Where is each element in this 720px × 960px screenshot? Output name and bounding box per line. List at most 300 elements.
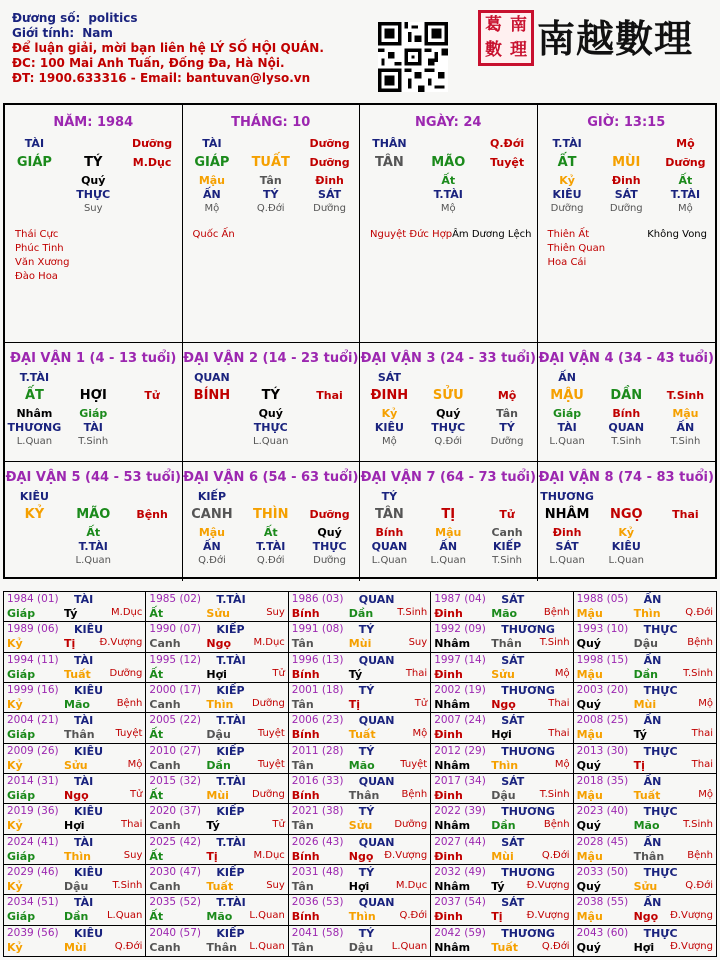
- period-stem: ĐINH: [370, 388, 409, 403]
- period-hidden-stem: Quý: [317, 526, 342, 539]
- period-hidden-stem: [123, 526, 182, 540]
- year-life-stage: Bệnh: [687, 637, 713, 649]
- year-cell: [289, 622, 431, 652]
- pillar-cell: [538, 105, 716, 343]
- year-label: 1994 (11): [7, 653, 59, 666]
- pillar-life-stage-row: [183, 202, 360, 216]
- period-hidden-stem-row: [183, 526, 360, 540]
- year-stem: Giáp: [7, 789, 36, 802]
- header-value: politics: [88, 11, 138, 25]
- year-cell: [574, 592, 716, 622]
- year-branch: Tý: [348, 667, 363, 681]
- year-branch: Thân: [633, 849, 665, 863]
- period-god: SÁT: [377, 371, 401, 384]
- period-hidden-stage-row: [5, 554, 182, 568]
- year-cell: [4, 653, 146, 683]
- year-label: 2021 (38): [291, 805, 344, 818]
- year-branch: Dậu: [491, 789, 516, 802]
- year-stem: Giáp: [7, 728, 36, 742]
- period-god: THƯƠNG: [540, 490, 594, 503]
- year-cell: [289, 926, 431, 956]
- pillar-hidden-god: TÝ: [263, 188, 279, 201]
- annual-cycle-table: [3, 591, 717, 957]
- year-stem: Tân: [291, 819, 314, 833]
- year-stem: Giáp: [7, 849, 36, 863]
- year-branch: Thìn: [491, 758, 519, 772]
- year-god: ẤN: [643, 775, 662, 788]
- year-life-stage: T.Sinh: [112, 880, 143, 891]
- year-cell: [146, 774, 288, 804]
- period-hidden-stem: Quý: [258, 407, 283, 420]
- year-god: SÁT: [501, 835, 525, 849]
- pillar-life-stage: Mộ: [440, 203, 456, 214]
- year-cell: [146, 865, 288, 895]
- stars-left: [370, 228, 452, 242]
- year-label: 2022 (39): [434, 805, 486, 818]
- blank: [419, 371, 478, 385]
- year-cell: [431, 622, 573, 652]
- year-god: QUAN: [358, 775, 395, 788]
- year-cell: [431, 895, 573, 925]
- year-stem: Ất: [149, 910, 164, 924]
- period-hidden-stage: T.Sinh: [492, 555, 523, 566]
- year-branch: Ngọ: [633, 910, 659, 924]
- year-label: 1993 (10): [576, 623, 629, 636]
- year-life-stage: Dưỡng: [251, 698, 285, 709]
- year-cell: [431, 774, 573, 804]
- year-stem: Ất: [149, 607, 164, 620]
- year-god: KIẾP: [216, 926, 245, 940]
- year-life-stage: Đ.Vượng: [526, 910, 570, 922]
- year-life-stage: Q.Đới: [114, 940, 143, 952]
- year-label: 2000 (17): [149, 684, 202, 696]
- header-line: [12, 41, 324, 56]
- period-god: TÝ: [381, 490, 398, 503]
- period-hidden-god: [123, 540, 182, 554]
- year-stem: Tân: [291, 698, 314, 711]
- period-life-stage: Dưỡng: [309, 508, 350, 521]
- period-hidden-stem: [656, 526, 715, 540]
- period-branch: THÌN: [253, 507, 289, 522]
- year-label: 2020 (37): [149, 805, 202, 818]
- year-cell: [146, 804, 288, 834]
- year-label: 2039 (56): [7, 926, 59, 939]
- pillar-cell: [183, 105, 361, 343]
- period-life-stage: T.Sinh: [666, 389, 705, 402]
- year-life-stage: Đ.Vượng: [526, 880, 570, 891]
- year-label: 2023 (40): [576, 805, 629, 818]
- year-god: SÁT: [501, 896, 525, 910]
- pillar-hidden-stem-row: [538, 174, 716, 188]
- year-label: 1998 (15): [576, 653, 629, 666]
- period-hidden-stage: L.Quan: [16, 436, 53, 447]
- year-label: 2004 (21): [7, 714, 59, 727]
- pillar-life-stage: Q.Đới: [256, 203, 285, 214]
- header-line: [12, 26, 113, 41]
- period-hidden-stem-row: [183, 407, 360, 421]
- year-stem: Bính: [291, 910, 320, 924]
- period-hidden-stem: Mậu: [435, 526, 462, 539]
- year-cell: [574, 622, 716, 652]
- year-god: THỰC: [643, 926, 678, 940]
- period-god-row: [360, 490, 537, 504]
- period-hidden-stem-row: [360, 407, 537, 421]
- year-branch: Hợi: [633, 940, 655, 954]
- pillar-life-stage: [360, 202, 419, 216]
- pillar-hidden-god-row: [538, 188, 716, 202]
- year-god: TÝ: [358, 744, 375, 758]
- year-cell: [431, 835, 573, 865]
- year-god: TÀI: [74, 653, 94, 667]
- year-cell: [431, 653, 573, 683]
- pillar-god: T.TÀI: [552, 137, 582, 150]
- year-god: TÝ: [358, 926, 375, 940]
- year-life-stage: Mộ: [698, 789, 713, 800]
- year-stem: Ất: [149, 728, 164, 742]
- year-cell: [431, 683, 573, 713]
- header-label: Đương số:: [12, 11, 81, 25]
- year-life-stage: T.Sinh: [683, 819, 713, 831]
- year-cell: [289, 865, 431, 895]
- year-branch: Tuất: [491, 940, 518, 954]
- pillar-title: THÁNG: 10: [231, 115, 311, 130]
- year-label: 2001 (18): [291, 684, 344, 696]
- pillar-hidden-god: [478, 188, 537, 202]
- year-stem: Đinh: [434, 789, 463, 802]
- period-hidden-god: ẤN: [203, 540, 221, 553]
- period-hidden-god: [656, 540, 715, 554]
- period-hidden-stage: [123, 554, 182, 568]
- seal-stamp: [478, 10, 534, 66]
- period-hidden-stem-row: [538, 526, 716, 540]
- year-god: QUAN: [358, 593, 395, 606]
- period-god: T.TÀI: [19, 371, 50, 384]
- period-hidden-stem: Ất: [263, 526, 278, 539]
- header-value: Nam: [82, 26, 113, 40]
- period-hidden-god: [183, 421, 242, 435]
- period-stem: CANH: [191, 507, 233, 522]
- stars-left: [15, 228, 69, 284]
- year-stem: Giáp: [7, 607, 36, 620]
- year-life-stage: Bệnh: [543, 607, 570, 618]
- year-stem: Bính: [291, 607, 320, 620]
- year-cell: [4, 895, 146, 925]
- year-god: THỰC: [643, 866, 678, 879]
- year-god: KIẾP: [216, 684, 245, 697]
- year-label: 1989 (06): [7, 623, 59, 636]
- year-cell: [574, 713, 716, 743]
- period-title: ĐẠI VẬN 5 (44 - 53 tuổi): [5, 470, 181, 485]
- year-label: 2015 (32): [149, 775, 202, 787]
- period-stem: BÍNH: [193, 388, 231, 403]
- period-hidden-god-row: [183, 421, 360, 435]
- year-god: QUAN: [358, 653, 395, 667]
- star-name: Đào Hoa: [15, 271, 58, 282]
- year-label: 2034 (51): [7, 896, 59, 909]
- blank: [656, 371, 715, 385]
- year-god: THỰC: [643, 744, 678, 758]
- year-life-stage: M.Dục: [253, 849, 285, 861]
- year-stem: Kỷ: [7, 637, 23, 651]
- year-label: 1988 (05): [576, 593, 629, 605]
- year-label: 1999 (16): [7, 684, 59, 696]
- blank: [300, 371, 359, 385]
- period-hidden-god-row: [183, 540, 360, 554]
- period-god-row: [5, 490, 182, 504]
- year-stem: Quý: [576, 698, 601, 711]
- year-cell: [289, 895, 431, 925]
- pillar-god: TÀI: [24, 137, 45, 150]
- year-stem: Canh: [149, 758, 181, 772]
- period-hidden-stem: [5, 526, 64, 540]
- year-life-stage: Bệnh: [401, 789, 428, 800]
- year-life-stage: Đ.Vượng: [99, 637, 143, 649]
- period-life-stage: Thai: [672, 508, 699, 521]
- year-life-stage: Mộ: [412, 728, 428, 740]
- year-branch: Tuất: [64, 667, 91, 681]
- period-stem-branch-row: [538, 506, 716, 524]
- year-stem: Nhâm: [434, 637, 471, 651]
- year-god: TÀI: [74, 593, 94, 606]
- star-name: Văn Xương: [15, 257, 70, 268]
- year-label: 2018 (35): [576, 775, 629, 787]
- year-cell: [431, 804, 573, 834]
- year-life-stage: Thai: [691, 758, 713, 770]
- period-life-stage: Bệnh: [136, 508, 168, 521]
- period-hidden-stage: L.Quan: [549, 555, 585, 566]
- year-branch: Dần: [64, 910, 89, 924]
- year-branch: Mão: [633, 819, 660, 833]
- pillar-stem-branch: GIÁP: [194, 155, 230, 170]
- period-god-row: [538, 490, 716, 504]
- star-name: Phúc Tinh: [15, 243, 64, 254]
- star-name: Không Vong: [647, 229, 707, 240]
- year-stem: Đinh: [434, 910, 463, 924]
- year-stem: Quý: [576, 880, 601, 893]
- year-god: SÁT: [501, 593, 525, 606]
- major-period-cell: [360, 462, 538, 581]
- qr-code: [378, 22, 448, 92]
- pillar-hidden-stem: [478, 174, 537, 188]
- year-branch: Tị: [491, 910, 503, 924]
- period-hidden-stem: Nhâm: [16, 407, 53, 420]
- year-branch: Mùi: [491, 849, 514, 863]
- pillar-stars: [183, 216, 360, 242]
- seal-glyph: 理: [510, 40, 527, 60]
- year-cell: [431, 744, 573, 774]
- year-branch: Dần: [348, 607, 374, 620]
- pillar-god: [419, 137, 478, 151]
- blank: [123, 490, 182, 504]
- period-life-stage: Tử: [499, 508, 515, 521]
- year-cell: [574, 683, 716, 713]
- year-branch: Thân: [491, 637, 522, 651]
- year-god: T.TÀI: [216, 593, 246, 606]
- year-branch: Dậu: [348, 940, 374, 954]
- year-stem: Tân: [291, 940, 314, 954]
- period-hidden-stage-row: [538, 435, 716, 449]
- year-label: 1991 (08): [291, 623, 344, 636]
- pillar-god-row: [538, 137, 716, 151]
- year-branch: Tị: [206, 849, 218, 863]
- period-hidden-stem: Giáp: [79, 407, 108, 420]
- period-hidden-stage: Dưỡng: [490, 436, 524, 447]
- period-stem: NHÂM: [544, 507, 590, 522]
- pillar-life-stage: Mộ: [678, 203, 693, 214]
- year-cell: [289, 804, 431, 834]
- period-hidden-stage: L.Quan: [608, 555, 644, 566]
- year-branch: Dần: [491, 819, 516, 833]
- year-label: 1987 (04): [434, 593, 486, 605]
- pillar-stars: [5, 216, 182, 284]
- major-period-cell: [183, 462, 361, 581]
- pillar-hidden-stem: Kỷ: [559, 174, 575, 187]
- year-branch: Mùi: [633, 698, 657, 711]
- pillar-life-stage: Mộ: [204, 203, 220, 214]
- pillar-stars: [538, 216, 716, 270]
- period-hidden-god: ẤN: [676, 421, 695, 434]
- header-line: [12, 71, 310, 86]
- year-branch: Thân: [206, 940, 237, 954]
- year-label: 1985 (02): [149, 593, 202, 605]
- year-branch: Mùi: [206, 789, 229, 802]
- pillar-life-stage-row: [5, 202, 182, 216]
- year-god: THƯƠNG: [501, 684, 555, 697]
- year-label: 2012 (29): [434, 744, 486, 757]
- year-branch: Sửu: [206, 607, 230, 620]
- period-hidden-stage-row: [183, 435, 360, 449]
- pillar-stars: [360, 216, 537, 242]
- year-branch: Ngọ: [348, 849, 374, 863]
- year-label: 2041 (58): [291, 926, 344, 939]
- seal-glyph: 數: [485, 40, 502, 60]
- year-god: THỰC: [643, 623, 678, 637]
- year-cell: [146, 926, 288, 956]
- year-branch: Tuất: [633, 789, 661, 802]
- year-stem: Canh: [149, 940, 181, 954]
- year-life-stage: T.Sinh: [683, 667, 713, 679]
- pillar-god: [597, 137, 656, 151]
- year-god: KIÊU: [74, 623, 104, 637]
- period-stem: ẤT: [24, 388, 44, 403]
- year-label: 1992 (09): [434, 623, 486, 636]
- period-hidden-stem: Bính: [375, 526, 404, 539]
- pillar-hidden-god-row: [360, 188, 537, 202]
- blank: [300, 490, 359, 504]
- year-label: 1997 (14): [434, 653, 486, 666]
- year-cell: [146, 713, 288, 743]
- year-life-stage: Thai: [548, 698, 570, 709]
- pillar-god: [64, 137, 123, 151]
- period-god-row: [183, 490, 360, 504]
- year-cell: [574, 865, 716, 895]
- year-life-stage: Tuyệt: [257, 728, 285, 740]
- year-cell: [4, 926, 146, 956]
- year-cell: [4, 804, 146, 834]
- year-branch: Dần: [633, 667, 658, 681]
- year-life-stage: L.Quan: [249, 940, 285, 952]
- year-cell: [146, 744, 288, 774]
- year-life-stage: Thai: [691, 728, 713, 740]
- year-stem: Quý: [576, 758, 601, 772]
- year-stem: Bính: [291, 789, 320, 802]
- header-value: ĐT: 1900.633316 - Email: bantuvan@lyso.vn: [12, 71, 311, 85]
- year-label: 2008 (25): [576, 714, 629, 727]
- year-label: 2016 (33): [291, 775, 344, 787]
- pillar-hidden-stem: Đinh: [315, 174, 344, 187]
- period-stem-branch-row: [360, 506, 537, 524]
- year-god: T.TÀI: [216, 653, 246, 667]
- pillar-god-row: [360, 137, 537, 151]
- pillar-hidden-god: [360, 188, 419, 202]
- period-hidden-stage: Q.Đới: [256, 555, 285, 566]
- period-hidden-stem-row: [5, 407, 182, 421]
- year-cell: [146, 592, 288, 622]
- header-line: [12, 11, 138, 26]
- brand-logo: 南越數理: [537, 16, 694, 61]
- pillar-stem-branch: TÝ: [84, 155, 103, 170]
- period-hidden-god: T.TÀI: [256, 540, 286, 553]
- period-life-stage: Mộ: [497, 389, 517, 402]
- pillar-hidden-stem: Ất: [441, 174, 456, 187]
- year-life-stage: Tử: [414, 698, 428, 709]
- period-hidden-god: [123, 421, 182, 435]
- year-life-stage: Suy: [408, 637, 428, 649]
- seal-glyph: 葛: [485, 15, 502, 35]
- pillar-hidden-stem: Đinh: [611, 174, 641, 187]
- period-hidden-god: ẤN: [439, 540, 458, 553]
- year-cell: [574, 895, 716, 925]
- pillar-hidden-stem: Mậu: [198, 174, 226, 187]
- year-god: THƯƠNG: [501, 744, 555, 758]
- year-god: TÝ: [358, 805, 375, 819]
- year-god: THỰC: [643, 805, 678, 819]
- period-hidden-god: THỰC: [253, 421, 288, 434]
- year-stem: Canh: [149, 698, 181, 711]
- year-life-stage: Suy: [266, 607, 285, 618]
- year-stem: Mậu: [576, 849, 603, 863]
- year-label: 2037 (54): [434, 896, 486, 909]
- period-god-row: [360, 371, 537, 385]
- pillar-hidden-stem-row: [5, 174, 182, 188]
- year-cell: [4, 744, 146, 774]
- pillar-hidden-god: T.TÀI: [670, 188, 701, 201]
- period-hidden-god: KIÊU: [374, 421, 404, 434]
- year-stem: Đinh: [434, 849, 463, 863]
- year-branch: Mão: [348, 758, 375, 772]
- year-life-stage: Q.Đới: [685, 880, 713, 891]
- pillar-god: THÂN: [372, 137, 407, 150]
- pillar-god: Mộ: [676, 137, 695, 150]
- period-hidden-stem: Ất: [86, 526, 101, 539]
- pillar-stem-branch: M.Dục: [132, 156, 172, 169]
- year-life-stage: L.Quan: [391, 940, 428, 952]
- year-stem: Quý: [576, 940, 601, 954]
- year-life-stage: Tử: [272, 667, 285, 679]
- major-period-cell: [538, 462, 716, 581]
- pillar-life-stage-row: [360, 202, 537, 216]
- year-god: SÁT: [501, 775, 525, 788]
- year-god: THỰC: [643, 684, 678, 697]
- year-cell: [289, 713, 431, 743]
- year-branch: Hợi: [64, 819, 85, 833]
- year-branch: Mão: [206, 910, 233, 924]
- period-hidden-god: T.TÀI: [78, 540, 108, 553]
- year-branch: Mão: [491, 607, 518, 620]
- year-god: T.TÀI: [216, 775, 246, 788]
- year-label: 2031 (48): [291, 866, 344, 878]
- year-life-stage: L.Quan: [249, 910, 285, 922]
